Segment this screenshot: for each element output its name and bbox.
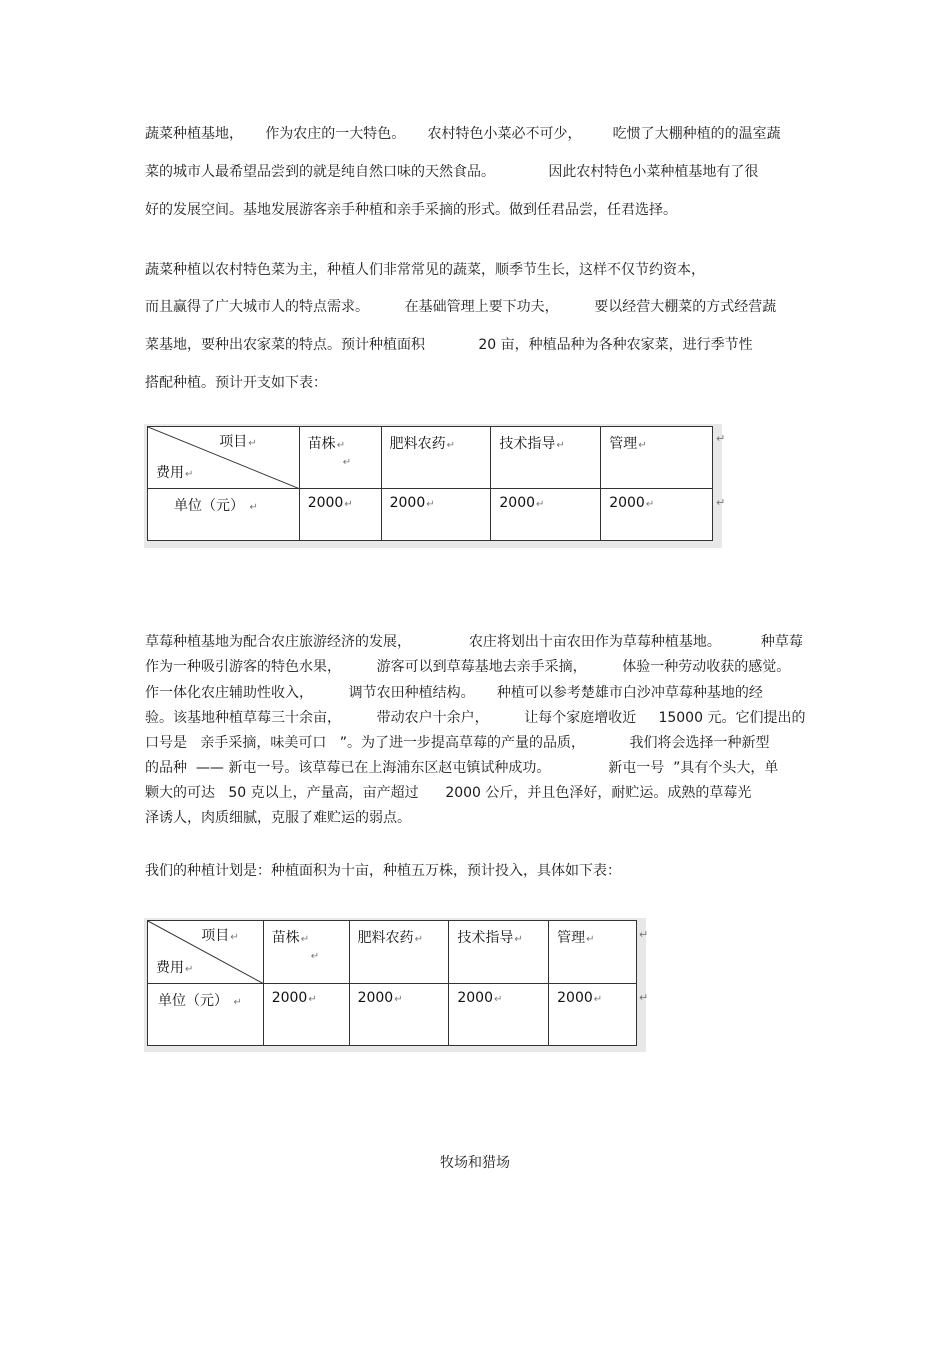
- paragraph-mark: ↵: [716, 496, 726, 509]
- paragraph-mark: ↵: [249, 502, 258, 513]
- paragraph-mark: ↵: [493, 994, 503, 1005]
- paragraph-line: 搭配种植。预计开支如下表：: [145, 375, 327, 391]
- value-text: 2000: [609, 495, 645, 511]
- column-header-text: 管理: [557, 930, 586, 946]
- paragraph-mark: ↵: [233, 997, 242, 1008]
- paragraph-mark: ↵: [638, 440, 647, 451]
- value-text: 2000: [557, 990, 593, 1006]
- value-text: 2000: [389, 495, 426, 511]
- paragraph-mark: ↵: [514, 934, 523, 945]
- paragraph-line: 而且赢得了广大城市人的特点需求。 在基础管理上要下功夫， 要以经营大棚菜的方式经营蔬: [145, 299, 777, 315]
- paragraph-mark: ↵: [639, 991, 649, 1004]
- paragraph-mark: ↵: [593, 994, 603, 1005]
- column-header-seedlings: [299, 427, 381, 489]
- paragraph-line: 我们的种植计划是：种植面积为十亩，种植五万株，预计投入，具体如下表：: [145, 863, 621, 879]
- row-label-text: 单位（元）: [158, 993, 228, 1009]
- value-cell: [263, 984, 349, 1046]
- paragraph-mark: ↵: [185, 469, 194, 480]
- cost-table-vegetable: [147, 426, 713, 541]
- row-label-text: 单位（元）: [174, 498, 244, 514]
- paragraph-line: 口号是 亲手采摘，味美可口 ”。为了进一步提高草莓的产量的品质， 我们将会选择一种新型: [145, 735, 770, 751]
- column-header-seedlings: [263, 921, 349, 984]
- header-cost-label: [156, 462, 193, 482]
- paragraph-mark: ↵: [556, 440, 565, 451]
- paragraph-mark: ↵: [342, 457, 352, 468]
- paragraph-line: 蔬菜种植以农村特色菜为主，种植人们非常常见的蔬菜，顺季节生长，这样不仅节约资本，: [145, 262, 705, 278]
- header-cost-text: 费用: [156, 465, 184, 481]
- value-cell: [491, 489, 601, 541]
- paragraph-line: 颗大的可达 50 克以上，产量高，亩产超过 2000 公斤，并且色泽好，耐贮运。成熟的草莓光: [145, 785, 752, 801]
- value-text: 2000: [499, 495, 536, 511]
- paragraph-line: 菜基地，要种出农家菜的特点。预计种植面积 20 亩，种植品种为各种农家菜，进行季节性: [145, 337, 753, 353]
- column-header-text: 苗株: [271, 930, 300, 946]
- paragraph-line: 菜的城市人最希望品尝到的就是纯自然口味的天然食品。 因此农村特色小菜种植基地有了很: [145, 164, 759, 180]
- header-cost-text: 费用: [156, 960, 184, 976]
- column-header-text: 技术指导: [457, 930, 514, 946]
- section-heading-ranch: 牧场和猎场: [440, 1155, 510, 1171]
- paragraph-mark: ↵: [308, 994, 317, 1005]
- column-header-text: 技术指导: [499, 436, 556, 452]
- column-header-text: 苗株: [307, 436, 336, 452]
- column-header-text: 管理: [609, 436, 638, 452]
- value-cell: [299, 489, 381, 541]
- value-text: 2000: [307, 495, 344, 511]
- value-text: 2000: [357, 990, 394, 1006]
- paragraph-mark: ↵: [414, 934, 423, 945]
- table-row: [148, 489, 713, 541]
- paragraph-mark: ↵: [310, 951, 320, 962]
- paragraph-line: 草莓种植基地为配合农庄旅游经济的发展， 农庄将划出十亩农田作为草莓种植基地。 种草莓: [145, 634, 803, 650]
- column-header-management: [549, 921, 637, 984]
- paragraph-mark: ↵: [446, 440, 455, 451]
- row-label-cell: [148, 489, 300, 541]
- header-item-text: 项目: [201, 928, 230, 944]
- value-text: 2000: [271, 990, 308, 1006]
- column-header-technical: [491, 427, 601, 489]
- table-header-row: [148, 427, 713, 489]
- paragraph-line: 蔬菜种植基地， 作为农庄的一大特色。 农村特色小菜必不可少， 吃惯了大棚种植的的温室蔬: [145, 126, 781, 142]
- value-cell: [601, 489, 713, 541]
- paragraph-mark: ↵: [716, 432, 726, 445]
- paragraph-mark: ↵: [185, 964, 194, 975]
- column-header-management: [601, 427, 713, 489]
- row-label-cell: [148, 984, 264, 1046]
- paragraph-mark: ↵: [586, 934, 595, 945]
- paragraph-line: 验。该基地种植草莓三十余亩， 带动农户十余户， 让每个家庭增收近 15000 元。它们提出的: [145, 710, 806, 726]
- table-row: [148, 984, 637, 1046]
- diagonal-header-cell: [148, 921, 264, 984]
- paragraph-line: 作为一种吸引游客的特色水果， 游客可以到草莓基地去亲手采摘， 体验一种劳动收获的感觉。: [145, 659, 791, 675]
- paragraph-mark: ↵: [426, 499, 435, 510]
- header-item-label: [219, 431, 256, 451]
- value-cell: [349, 984, 449, 1046]
- header-cost-label: [156, 957, 193, 977]
- column-header-text: 肥料农药: [357, 930, 414, 946]
- value-cell: [449, 984, 549, 1046]
- paragraph-mark: ↵: [248, 438, 257, 449]
- column-header-fertilizer: [381, 427, 491, 489]
- paragraph-mark: ↵: [645, 499, 655, 510]
- paragraph-line: 好的发展空间。基地发展游客亲手种植和亲手采摘的形式。做到任君品尝，任君选择。: [145, 202, 677, 218]
- value-text: 2000: [457, 990, 493, 1006]
- paragraph-mark: ↵: [394, 994, 403, 1005]
- header-item-text: 项目: [219, 434, 248, 450]
- value-cell: [381, 489, 491, 541]
- paragraph-mark: ↵: [639, 928, 649, 941]
- paragraph-line: 的品种 —— 新屯一号。该草莓已在上海浦东区赵屯镇试种成功。 新屯一号 ”具有个头大，单: [145, 760, 779, 776]
- paragraph-mark: ↵: [536, 499, 545, 510]
- paragraph-line: 泽诱人，肉质细腻，克服了难贮运的弱点。: [145, 810, 411, 826]
- column-header-technical: [449, 921, 549, 984]
- paragraph-mark: ↵: [300, 934, 310, 945]
- paragraph-mark: ↵: [344, 499, 353, 510]
- paragraph-mark: ↵: [230, 932, 239, 943]
- paragraph-mark: ↵: [336, 440, 346, 451]
- table-header-row: [148, 921, 637, 984]
- header-item-label: [201, 925, 238, 945]
- diagonal-header-cell: [148, 427, 300, 489]
- column-header-text: 肥料农药: [389, 436, 446, 452]
- column-header-fertilizer: [349, 921, 449, 984]
- paragraph-line: 作一体化农庄辅助性收入， 调节农田种植结构。 种植可以参考楚雄市白沙冲草莓种基地的经: [145, 685, 763, 701]
- cost-table-strawberry: [147, 920, 637, 1046]
- value-cell: [549, 984, 637, 1046]
